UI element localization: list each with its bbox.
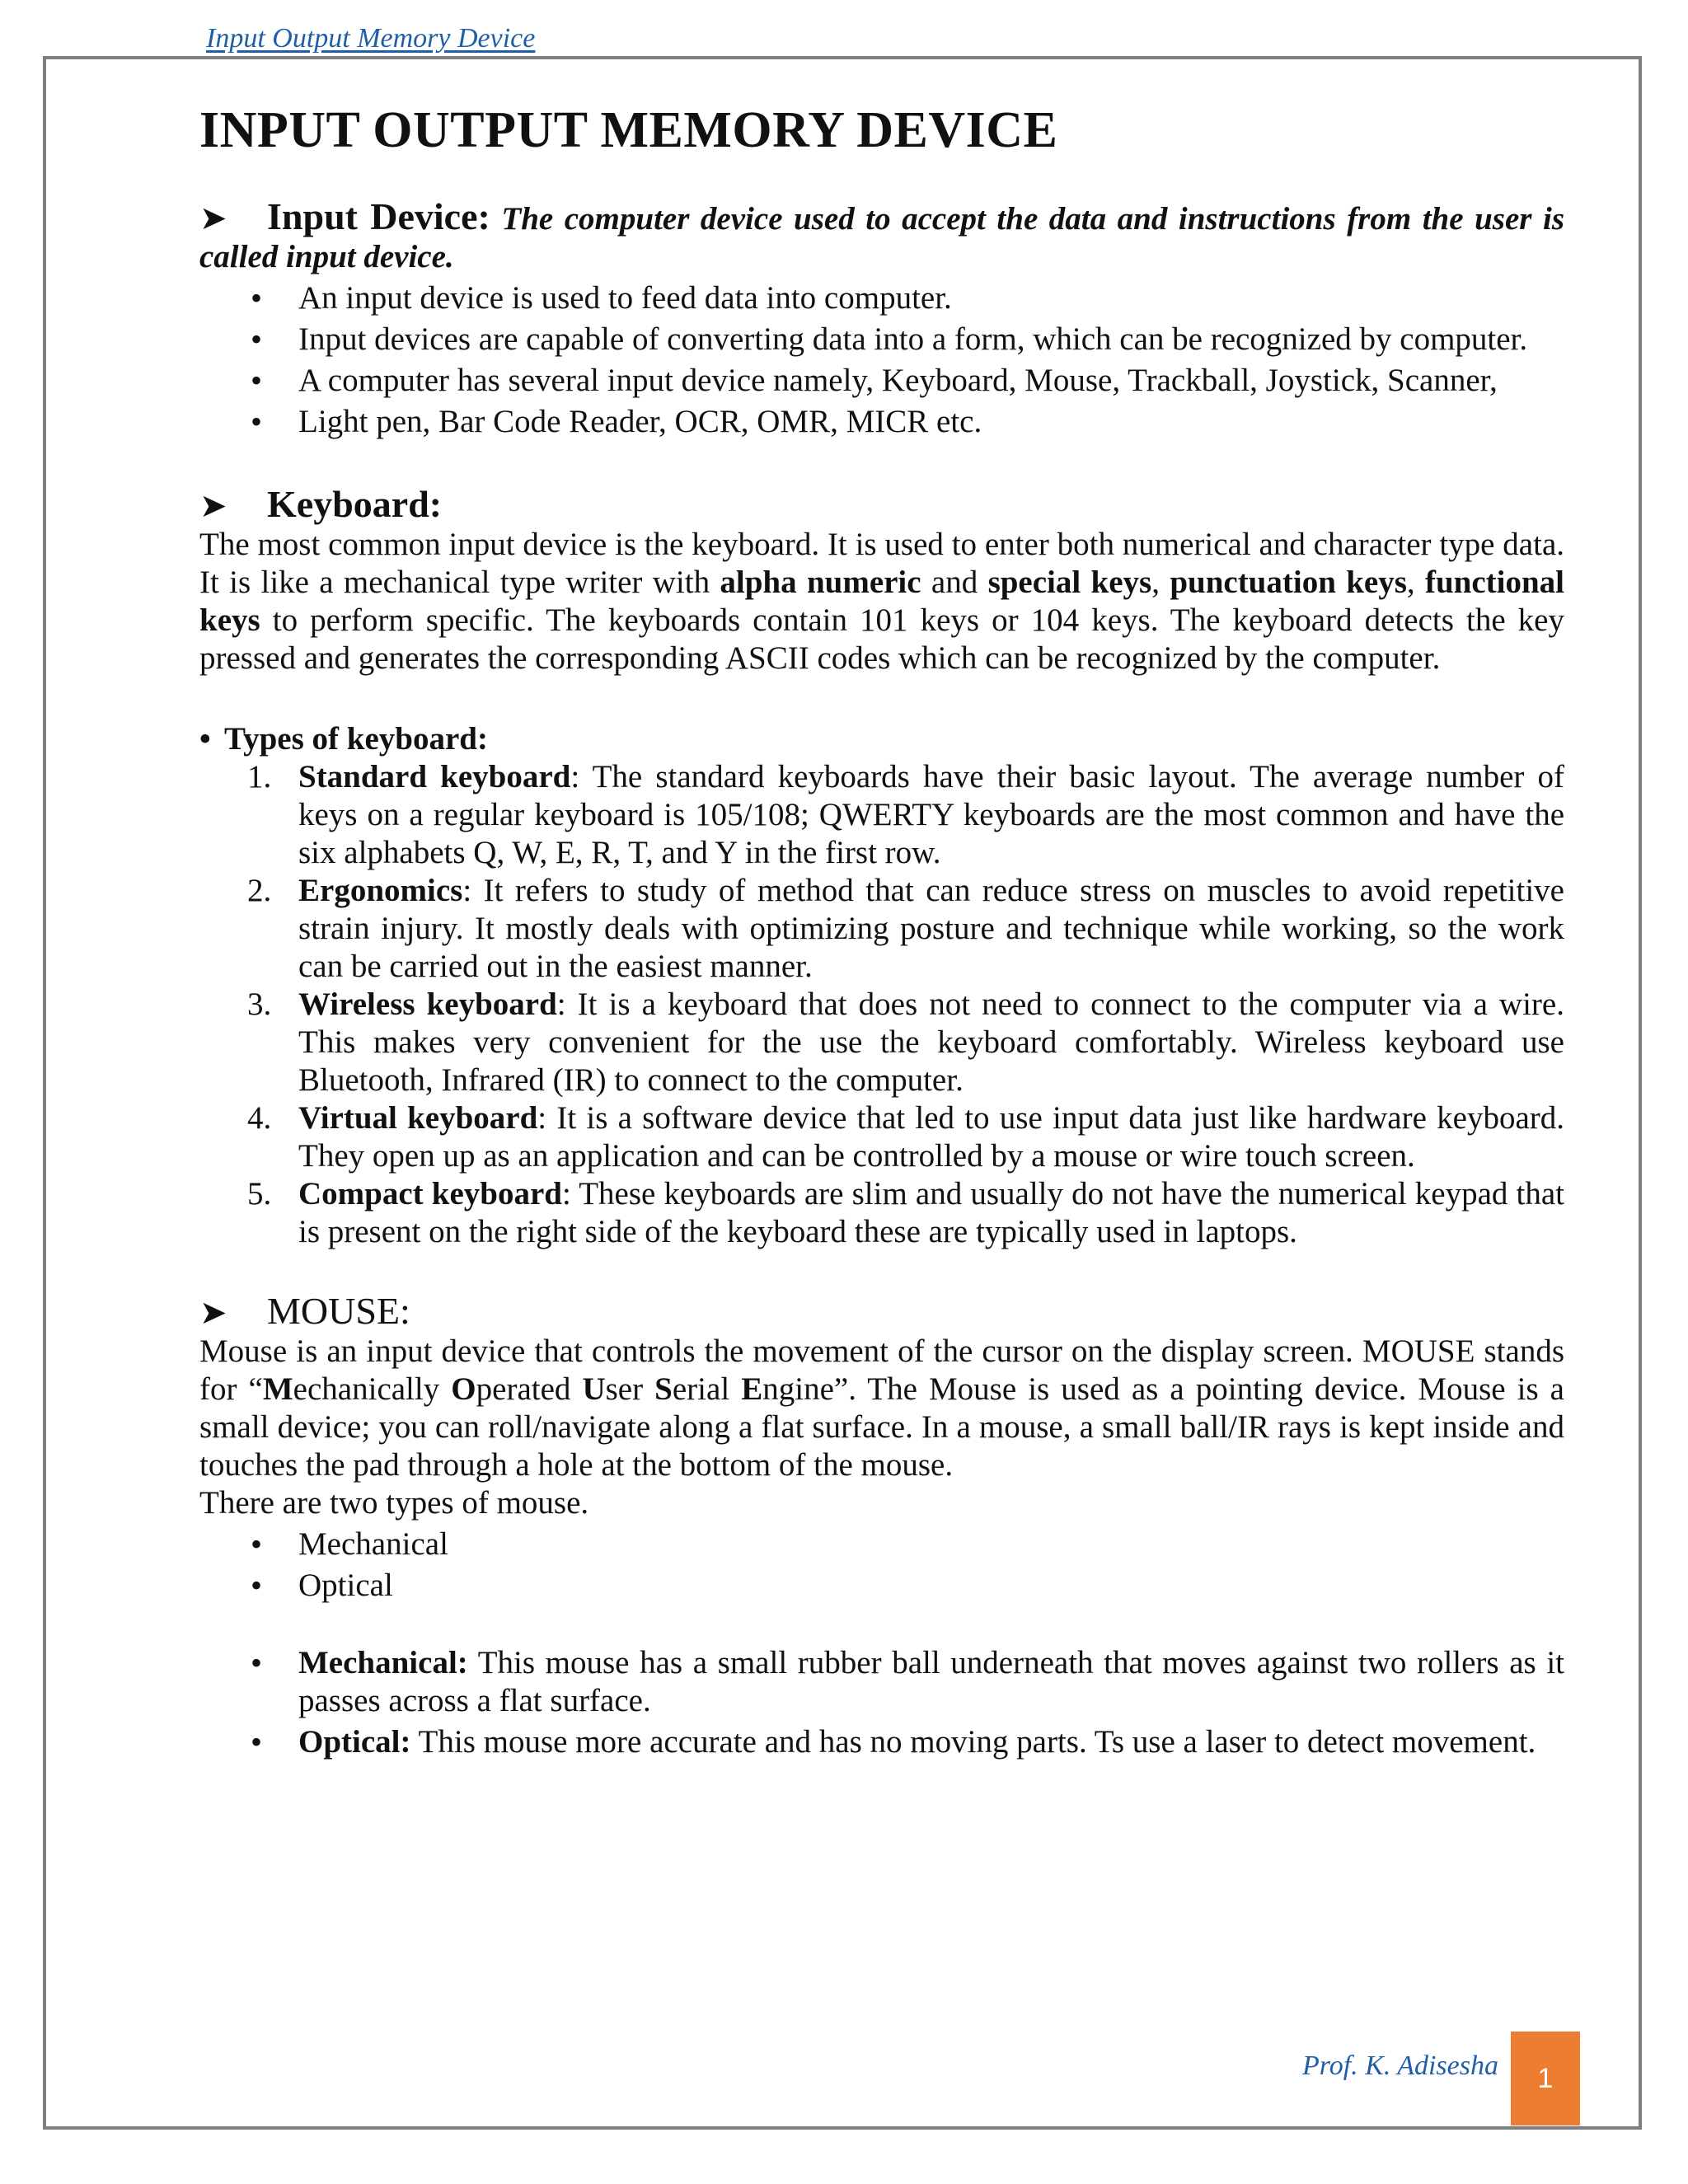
page-number-badge: 1 [1511, 2032, 1580, 2125]
mouse-types-intro: There are two types of mouse. [199, 1485, 589, 1521]
keyboard-heading: Keyboard: [267, 483, 443, 525]
keyboard-types-heading: • Types of keyboard: [199, 721, 488, 757]
list-item: 3. Wireless keyboard: It is a keyboard that does not need to connect to the computer via a wire. This makes very convenient for the use the keyboard comfortably. Wireless keyboard use Bluetooth, Infrared (IR) to connect to the computer. [247, 987, 1564, 1098]
footer-author: Prof. K. Adisesha [1301, 2050, 1498, 2081]
document-body [199, 101, 1564, 1765]
input-device-section [199, 195, 1565, 276]
list-item: • Light pen, Bar Code Reader, OCR, OMR, MICR etc. [199, 403, 1564, 441]
list-item: • Optical: This mouse more accurate and has no moving parts. Ts use a laser to detect movement. [199, 1723, 1564, 1761]
list-item: 1. Standard keyboard: The standard keyboards have their basic layout. The average number of keys on a regular keyboard is 105/108; QWERTY keyboards are the most common and have the six alphabets Q, W, E, R, T, and Y in the first row. [247, 759, 1564, 870]
input-device-definition: The computer device used to accept the data and instructions from the user is called input device. [199, 201, 1565, 274]
list-item: • Optical [199, 1567, 1564, 1605]
list-item: • An input device is used to feed data into computer. [199, 279, 1564, 317]
bullet-icon: • [199, 721, 211, 757]
keyboard-paragraph: The most common input device is the keyboard. It is used to enter both numerical and character type data. It is like a mechanical type writer with alpha numeric and special keys, punctuation keys, functional keys to perform specific. The keyboards contain 101 keys or 104 keys. The keyboard detects the key pressed and generates the corresponding ASCII codes which can be recognized by the computer. [199, 527, 1564, 676]
list-item: • A computer has several input device namely, Keyboard, Mouse, Trackball, Joystick, Scanner, [199, 362, 1564, 400]
input-device-heading: Input Device: [267, 195, 490, 237]
list-item: 4. Virtual keyboard: It is a software device that led to use input data just like hardware keyboard. They open up as an application and can be controlled by a mouse or wire touch screen. [247, 1100, 1564, 1174]
keyboard-types-list [199, 758, 1564, 1251]
list-item: • Input devices are capable of converting data into a form, which can be recognized by computer. [199, 321, 1564, 359]
list-item: • Mechanical: This mouse has a small rubber ball underneath that moves against two rollers as it passes across a flat surface. [199, 1644, 1564, 1720]
arrow-bullet-icon: ➤ [199, 487, 227, 524]
page-title: INPUT OUTPUT MEMORY DEVICE [199, 102, 1058, 158]
mouse-types-list [199, 1526, 1564, 1605]
mouse-paragraph: Mouse is an input device that controls the movement of the cursor on the display screen. MOUSE stands for “Mechanically Operated User Serial Engine”. The Mouse is used as a pointing device. Mouse is a small device; you can roll/navigate along a flat surface. In a mouse, a small ball/IR rays is kept inside and touches the pad through a hole at the bottom of the mouse. [199, 1333, 1564, 1483]
arrow-bullet-icon: ➤ [199, 1294, 227, 1331]
list-item: 5. Compact keyboard: These keyboards are slim and usually do not have the numerical keypad that is present on the right side of the keyboard these are typically used in laptops. [247, 1176, 1564, 1249]
mouse-details-list [199, 1644, 1564, 1761]
mouse-heading: MOUSE: [267, 1290, 410, 1332]
mouse-section [199, 1292, 1564, 1333]
running-header: Input Output Memory Device [206, 23, 536, 54]
input-device-list [199, 279, 1564, 441]
list-item: 2. Ergonomics: It refers to study of method that can reduce stress on muscles to avoid repetitive strain injury. It mostly deals with optimizing posture and technique while working, so the work can be carried out in the easiest manner. [247, 873, 1564, 984]
arrow-bullet-icon: ➤ [199, 199, 227, 237]
list-item: • Mechanical [199, 1526, 1564, 1563]
keyboard-section [199, 485, 1564, 526]
